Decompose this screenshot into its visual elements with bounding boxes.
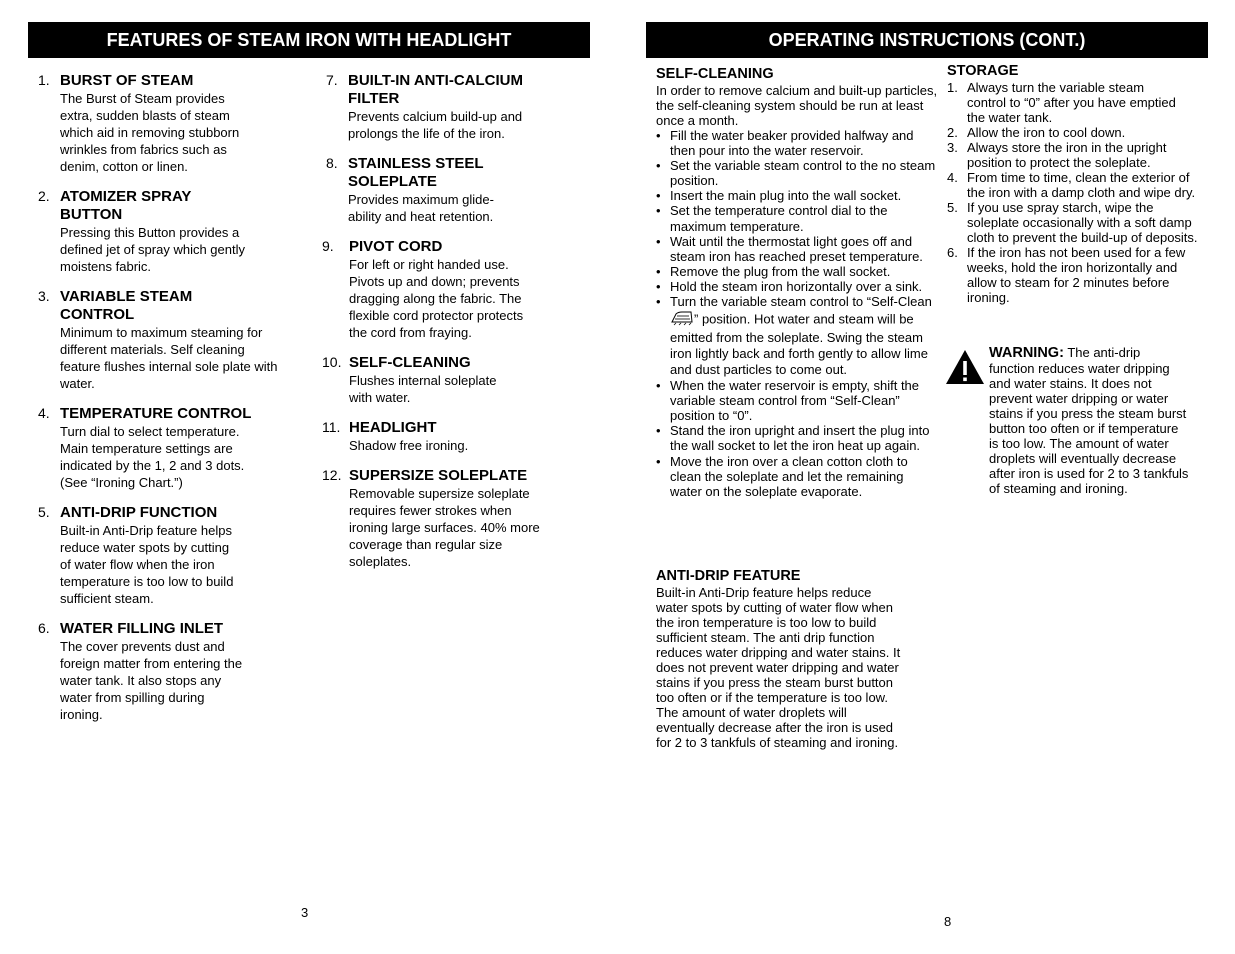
warning-triangle-icon: [944, 348, 986, 391]
warning-text: WARNING: The anti-drip function reduces water dripping and water stains. It does not prevent water dripping or water stains if you press the steam burst button too often or if temperature is too low. The amount of water droplets will eventually decrease after iron is used for 2 to 3 tankfuls of steaming and ironing.: [989, 345, 1189, 496]
page-number-left: 3: [301, 905, 309, 920]
warning-label: WARNING:: [989, 345, 1064, 361]
feature-item: 10. SELF-CLEANING Flushes internal soleplate with water.: [322, 354, 566, 406]
feature-title: SUPERSIZE SOLEPLATE: [349, 467, 528, 484]
feature-item: 1. BURST OF STEAM The Burst of Steam provides extra, sudden blasts of steam which aid in removing stubborn wrinkles from fabrics such as denim, cotton or linen.: [38, 72, 288, 175]
feature-description: The Burst of Steam provides extra, sudden blasts of steam which aid in removing stubborn wrinkles from fabrics such as denim, cotton or linen.: [60, 91, 240, 174]
right-page-banner: OPERATING INSTRUCTIONS (CONT.): [646, 22, 1208, 58]
features-column-1: [38, 72, 288, 736]
feature-title: VARIABLE STEAM CONTROL: [60, 288, 193, 323]
list-item: 1. Always turn the variable steam control to “0” after you have emptied the water tank.: [947, 80, 1176, 125]
feature-description: Flushes internal soleplate with water.: [349, 373, 497, 405]
feature-item: 5. ANTI-DRIP FUNCTION Built-in Anti-Drip feature helps reduce water spots by cutting of water flow when the iron temperature is too low to build sufficient steam.: [38, 504, 288, 607]
list-item: • Set the variable steam control to the no steam position.: [656, 158, 936, 189]
list-item: • Move the iron over a clean cotton cloth to clean the soleplate and let the remaining water on the soleplate evaporate.: [656, 453, 908, 499]
feature-description: Removable supersize soleplate requires fewer strokes when ironing large surfaces. 40% more coverage than regular size soleplates.: [349, 486, 540, 569]
list-item: • Wait until the thermostat light goes off and steam iron has reached preset temperature.: [656, 233, 923, 264]
list-item: • Stand the iron upright and insert the plug into the wall socket to let the iron heat up again.: [656, 423, 930, 454]
bullet-list: [656, 128, 938, 499]
feature-title: ANTI-DRIP FUNCTION: [60, 504, 218, 521]
feature-description: Built-in Anti-Drip feature helps reduce water spots by cutting of water flow when the iron temperature is too low to build sufficient steam.: [60, 523, 234, 606]
list-item: 6. If the iron has not been used for a few weeks, hold the iron horizontally and allow to steam for 2 minutes before ironing.: [947, 245, 1186, 305]
section-title: SELF-CLEANING: [656, 66, 774, 82]
feature-item: 12. SUPERSIZE SOLEPLATE Removable supersize soleplate requires fewer strokes when ironing large surfaces. 40% more coverage than regular size soleplates.: [322, 467, 566, 570]
list-item: 5. If you use spray starch, wipe the soleplate occasionally with a soft damp cloth to prevent the build-up of deposits.: [947, 200, 1198, 245]
list-item: • Remove the plug from the wall socket.: [656, 263, 891, 279]
feature-description: Prevents calcium build-up and prolongs the life of the iron.: [348, 109, 523, 141]
feature-title: STAINLESS STEEL SOLEPLATE: [348, 155, 484, 190]
feature-description: Provides maximum glide-ability and heat retention.: [348, 192, 494, 224]
feature-title: SELF-CLEANING: [349, 354, 471, 371]
feature-title: BUILT-IN ANTI-CALCIUM FILTER: [348, 72, 523, 107]
feature-description: Pressing this Button provides a defined jet of spray which gently moistens fabric.: [60, 225, 245, 274]
list-item: • Insert the main plug into the wall socket.: [656, 188, 902, 204]
feature-description: For left or right handed use. Pivots up and down; prevents dragging along the fabric. The flexible cord protector protects the cord from fraying.: [349, 257, 524, 340]
feature-title: ATOMIZER SPRAY BUTTON: [60, 188, 192, 223]
feature-item: 8. STAINLESS STEEL SOLEPLATE Provides maximum glide-ability and heat retention.: [326, 155, 566, 225]
feature-item: 3. VARIABLE STEAM CONTROL Minimum to maximum steaming for different materials. Self cleaning feature flushes internal sole plate with water.: [38, 288, 288, 392]
feature-title: BURST OF STEAM: [60, 72, 194, 89]
list-item: 3. Always store the iron in the upright position to protect the soleplate.: [947, 140, 1167, 170]
feature-description: The cover prevents dust and foreign matter from entering the water tank. It also stops any water from spilling during ironing.: [60, 639, 243, 722]
feature-title: HEADLIGHT: [349, 419, 437, 436]
list-item: • Turn the variable steam control to “Self-Clean ” position. Hot water and steam will be emitted from the soleplate. Swing the steam iron lightly back and forth gently to allow lime and dust particles to come out.: [656, 294, 932, 378]
section-text: Built-in Anti-Drip feature helps reduce water spots by cutting of water flow when the iron temperature is too low to build sufficient steam. The anti drip function reduces water dripping and water stains. It does not prevent water dripping and water stains if you press the steam burst button too often or if the temperature is too low. The amount of water droplets will eventually decrease after the iron is used for 2 to 3 tankfuls of steaming and ironing.: [656, 585, 901, 750]
self-cleaning-section: [656, 65, 938, 499]
feature-item: 6. WATER FILLING INLET The cover prevents dust and foreign matter from entering the water tank. It also stops any water from spilling during ironing.: [38, 620, 288, 723]
feature-title: TEMPERATURE CONTROL: [60, 405, 252, 422]
warning-box: [944, 345, 1204, 496]
storage-section: [947, 62, 1205, 305]
list-item: 4. From time to time, clean the exterior of the iron with a damp cloth and wipe dry.: [947, 170, 1196, 200]
page-number-right: 8: [944, 914, 952, 929]
self-clean-icon: [670, 310, 694, 330]
feature-item: 7. BUILT-IN ANTI-CALCIUM FILTER Prevents calcium build-up and prolongs the life of the iron.: [326, 72, 566, 142]
numbered-list: [947, 80, 1205, 305]
features-column-2: [322, 72, 566, 583]
anti-drip-section: [656, 567, 906, 750]
list-item: • When the water reservoir is empty, shift the variable steam control from “Self-Clean” position to “0”.: [656, 378, 920, 424]
section-intro: In order to remove calcium and built-up particles, the self-cleaning system should be run at least once a month.: [656, 83, 938, 128]
feature-item: 2. ATOMIZER SPRAY BUTTON Pressing this Button provides a defined jet of spray which gently moistens fabric.: [38, 188, 288, 275]
left-page-banner: FEATURES OF STEAM IRON WITH HEADLIGHT: [28, 22, 590, 58]
feature-item: 9. PIVOT CORD For left or right handed use. Pivots up and down; prevents dragging along the fabric. The flexible cord protector protects the cord from fraying.: [322, 238, 566, 341]
feature-title: PIVOT CORD: [349, 238, 443, 255]
section-title: ANTI-DRIP FEATURE: [656, 568, 801, 584]
feature-description: Shadow free ironing.: [349, 438, 469, 453]
list-item: • Fill the water beaker provided halfway and then pour into the water reservoir.: [656, 128, 914, 159]
feature-item: 4. TEMPERATURE CONTROL Turn dial to select temperature. Main temperature settings are indicated by the 1, 2 and 3 dots. (See “Ironing Chart.”): [38, 405, 288, 491]
feature-description: Turn dial to select temperature. Main temperature settings are indicated by the 1, 2 and 3 dots. (See “Ironing Chart.”): [60, 424, 245, 490]
section-title: STORAGE: [947, 63, 1019, 79]
feature-description: Minimum to maximum steaming for different materials. Self cleaning feature flushes internal sole plate with water.: [60, 325, 278, 391]
list-item: • Hold the steam iron horizontally over a sink.: [656, 278, 923, 294]
list-item: 2. Allow the iron to cool down.: [947, 125, 1126, 140]
feature-item: 11. HEADLIGHT Shadow free ironing.: [322, 419, 566, 454]
feature-title: WATER FILLING INLET: [60, 620, 224, 637]
list-item: • Set the temperature control dial to the maximum temperature.: [656, 203, 888, 234]
